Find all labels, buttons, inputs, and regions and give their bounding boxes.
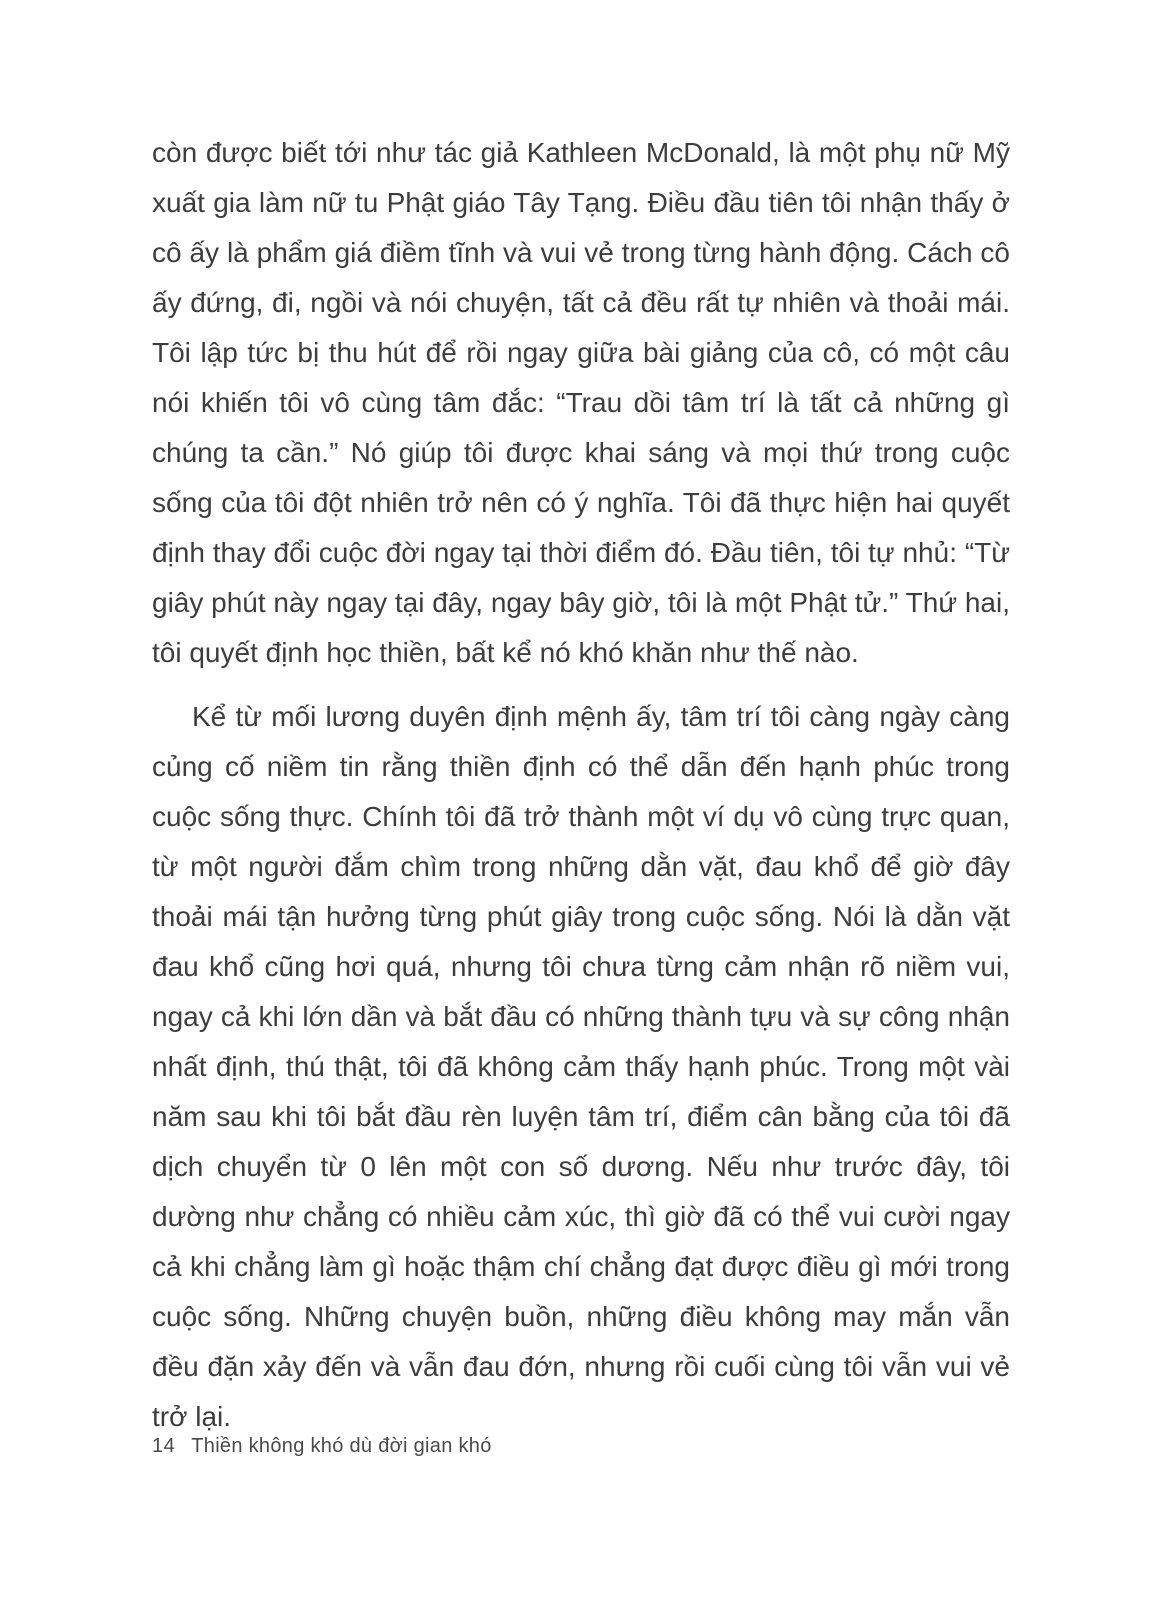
running-title: Thiền không khó dù đời gian khó <box>191 1435 492 1457</box>
body-text <box>152 128 1010 1456</box>
paragraph-2: Kể từ mối lương duyên định mệnh ấy, tâm trí tôi càng ngày càng củng cố niềm tin rằng thiền định có thể dẫn đến hạnh phúc trong cuộc sống thực. Chính tôi đã trở thành một ví dụ vô cùng trực quan, từ một người đắm chìm trong những dằn vặt, đau khổ để giờ đây thoải mái tận hưởng từng phút giây trong cuộc sống. Nói là dằn vặt đau khổ cũng hơi quá, nhưng tôi chưa từng cảm nhận rõ niềm vui, ngay cả khi lớn dần và bắt đầu có những thành tựu và sự công nhận nhất định, thú thật, tôi đã không cảm thấy hạnh phúc. Trong một vài năm sau khi tôi bắt đầu rèn luyện tâm trí, điểm cân bằng của tôi đã dịch chuyển từ 0 lên một con số dương. Nếu như trước đây, tôi dường như chẳng có nhiều cảm xúc, thì giờ đã có thể vui cười ngay cả khi chẳng làm gì hoặc thậm chí chẳng đạt được điều gì mới trong cuộc sống. Những chuyện buồn, những điều không may mắn vẫn đều đặn xảy đến và vẫn đau đớn, nhưng rồi cuối cùng tôi vẫn vui vẻ trở lại. <box>152 701 1010 1432</box>
page-footer <box>152 1434 492 1458</box>
paragraph-1: còn được biết tới như tác giả Kathleen McDonald, là một phụ nữ Mỹ xuất gia làm nữ tu Phật giáo Tây Tạng. Điều đầu tiên tôi nhận thấy ở cô ấy là phẩm giá điềm tĩnh và vui vẻ trong từng hành động. Cách cô ấy đứng, đi, ngồi và nói chuyện, tất cả đều rất tự nhiên và thoải mái. Tôi lập tức bị thu hút để rồi ngay giữa bài giảng của cô, có một câu nói khiến tôi vô cùng tâm đắc: “Trau dồi tâm trí là tất cả những gì chúng ta cần.” Nó giúp tôi được khai sáng và mọi thứ trong cuộc sống của tôi đột nhiên trở nên có ý nghĩa. Tôi đã thực hiện hai quyết định thay đổi cuộc đời ngay tại thời điểm đó. Đầu tiên, tôi tự nhủ: “Từ giây phút này ngay tại đây, ngay bây giờ, tôi là một Phật tử.” Thứ hai, tôi quyết định học thiền, bất kể nó khó khăn như thế nào. <box>152 137 1010 668</box>
page-number: 14 <box>152 1435 176 1457</box>
